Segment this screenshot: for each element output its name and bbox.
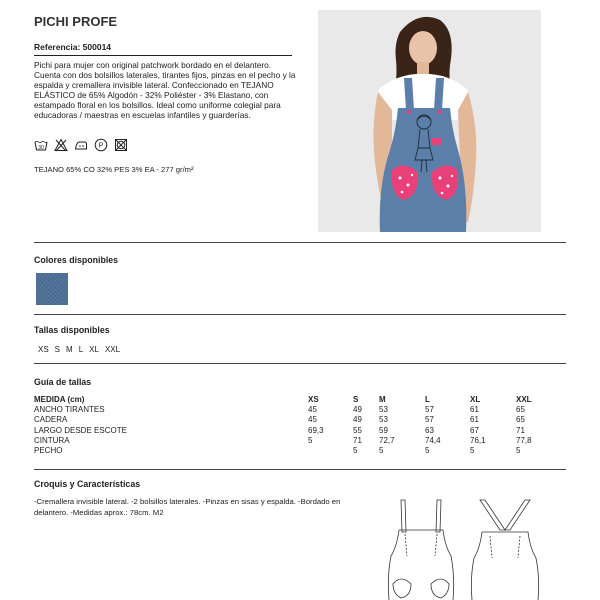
table-cell: ANCHO TIRANTES: [34, 405, 105, 415]
wash-temp-label: 30: [38, 144, 44, 151]
table-header-cell: XL: [470, 395, 481, 404]
fabric-composition: TEJANO 65% CO 32% PES 3% EA - 277 gr/m²: [34, 165, 194, 174]
reference-divider: [34, 55, 292, 56]
croquis-title: Croquis y Características: [34, 479, 141, 489]
table-cell: 5: [308, 435, 313, 445]
table-cell: 5: [425, 445, 430, 455]
size-item[interactable]: S: [54, 345, 61, 354]
strap-button-left: [407, 110, 411, 114]
table-header-cell: XXL: [516, 395, 532, 404]
table-cell: 65: [516, 415, 525, 425]
table-cell: 77,8: [516, 435, 532, 445]
section-divider: [34, 469, 566, 470]
table-cell: 76,1: [470, 435, 486, 445]
embroidered-flag: [432, 138, 441, 145]
table-cell: 5: [470, 445, 475, 455]
table-cell: 53: [379, 405, 388, 415]
size-item[interactable]: L: [78, 345, 84, 354]
table-cell: 74,4: [425, 435, 441, 445]
table-header-cell: S: [353, 395, 359, 404]
table-cell: 65: [516, 405, 525, 415]
table-cell: 61: [470, 415, 479, 425]
strap-button-right: [437, 110, 441, 114]
table-header-cell: XS: [308, 395, 319, 404]
wash-30-icon: [34, 138, 48, 152]
table-cell: 71: [353, 435, 362, 445]
table-cell: 69,3: [308, 425, 324, 435]
table-cell: 72,7: [379, 435, 395, 445]
size-item[interactable]: XL: [89, 345, 99, 354]
iron-medium-icon: [74, 138, 88, 152]
table-cell: PECHO: [34, 445, 63, 455]
table-cell: 55: [353, 425, 362, 435]
size-item[interactable]: XXL: [104, 345, 121, 354]
section-divider: [34, 314, 566, 315]
table-cell: 57: [425, 405, 434, 415]
dryclean-letter: P: [98, 142, 104, 150]
color-swatch-denim[interactable]: [36, 273, 68, 305]
size-item[interactable]: M: [66, 345, 73, 354]
sizes-list: [38, 345, 120, 354]
table-cell: CINTURA: [34, 435, 70, 445]
section-divider: [34, 242, 566, 243]
table-header-cell: L: [425, 395, 430, 404]
table-cell: 5: [516, 445, 521, 455]
face: [409, 31, 437, 65]
sizes-title: Tallas disponibles: [34, 325, 110, 335]
table-cell: 49: [353, 405, 362, 415]
dryclean-p-icon: [94, 138, 108, 152]
table-header-cell: M: [379, 395, 386, 404]
table-cell: 71: [516, 425, 525, 435]
product-photo: [318, 10, 541, 232]
size-item[interactable]: XS: [38, 345, 49, 354]
table-cell: 45: [308, 405, 317, 415]
table-cell: 5: [353, 445, 358, 455]
no-bleach-icon: [54, 138, 68, 152]
table-cell: 67: [470, 425, 479, 435]
table-cell: 61: [470, 405, 479, 415]
table-cell: 45: [308, 415, 317, 425]
product-reference: Referencia: 500014: [34, 42, 112, 52]
table-cell: 57: [425, 415, 434, 425]
sketch-front: [385, 496, 457, 600]
product-title: PICHI PROFE: [34, 14, 118, 29]
guide-title: Guía de tallas: [34, 377, 92, 387]
section-divider: [34, 363, 566, 364]
table-cell: LARGO DESDE ESCOTE: [34, 425, 127, 435]
no-tumble-dry-icon: [114, 138, 128, 152]
table-cell: 53: [379, 415, 388, 425]
care-icons: [34, 138, 128, 152]
croquis-features: -Cremallera invisible lateral. -2 bolsillos laterales. -Pinzas en sisas y espalda. -Bordado en delantero. -Medidas aprox.: 78cm. M2: [34, 497, 341, 517]
neck: [417, 62, 429, 76]
table-cell: 49: [353, 415, 362, 425]
table-cell: 5: [379, 445, 384, 455]
table-cell: CADERA: [34, 415, 68, 425]
table-header-cell: MEDIDA (cm): [34, 395, 85, 404]
colors-title: Colores disponibles: [34, 255, 119, 265]
model-illustration: [318, 10, 541, 232]
table-cell: 59: [379, 425, 388, 435]
product-description: Pichi para mujer con original patchwork bordado en el delantero. Cuenta con dos bolsillos laterales, tirantes fijos, pinzas en el pecho y la espalda y cremallera invisible lateral. Confeccionado en TEJANO ELÁSTICO de 65% Algodón - 32% Poliéster - 3% Elastano, con estampado floral en los bolsillos. Ideal como uniforme colegial para educadoras / maestras en escuelas infantiles y guarderías.: [34, 60, 296, 121]
sketch-back: [468, 496, 542, 600]
table-cell: 63: [425, 425, 434, 435]
